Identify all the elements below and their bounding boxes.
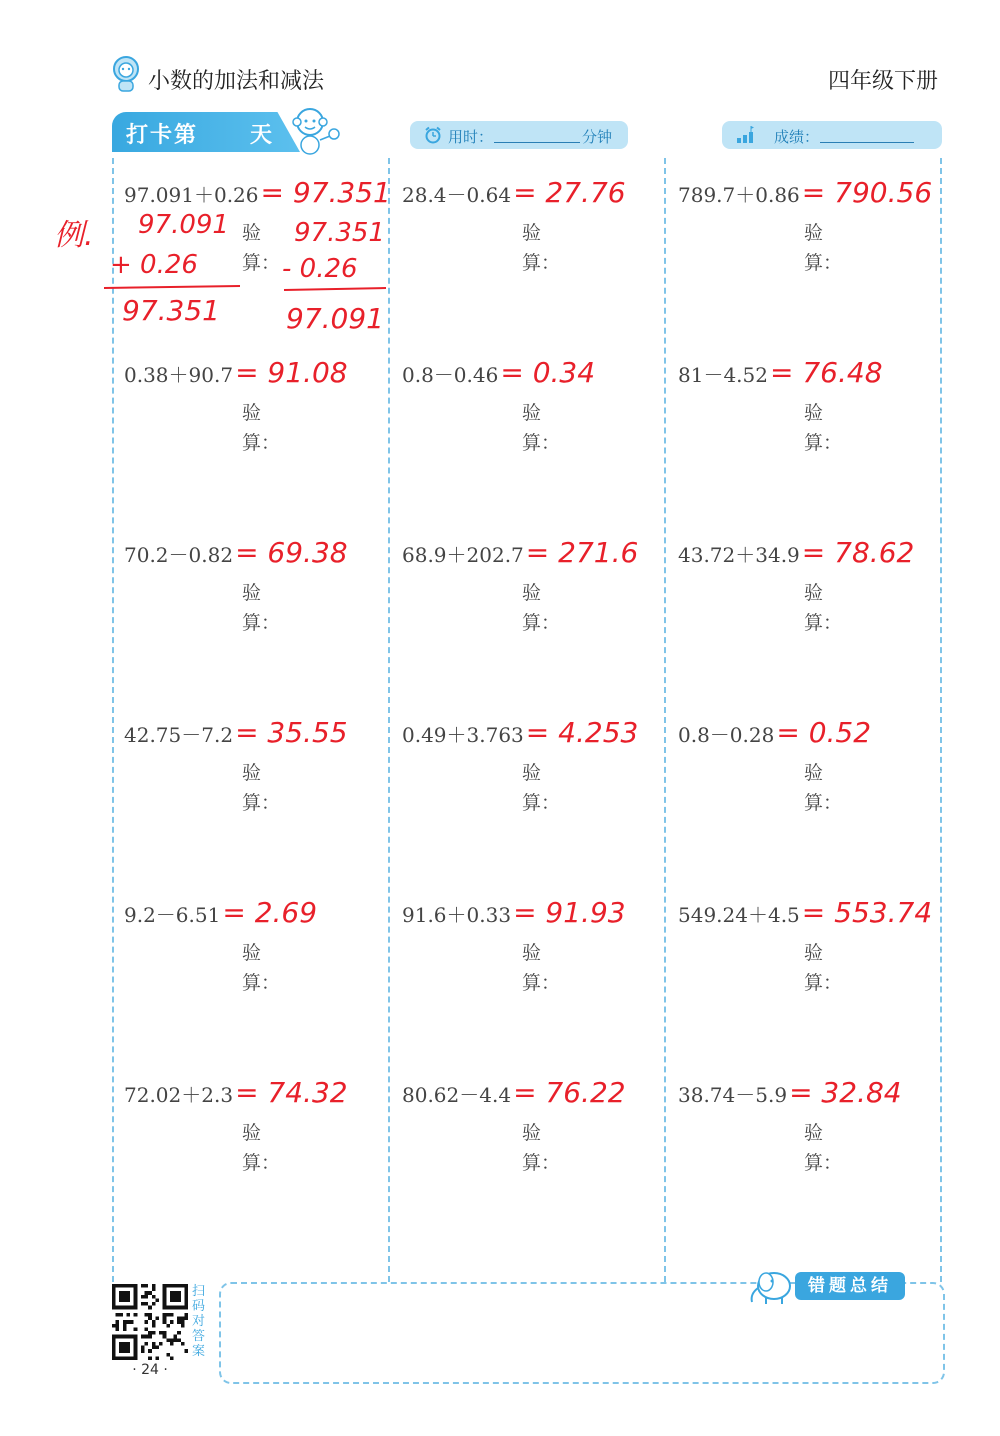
- check-label-bottom: 算：: [242, 252, 281, 274]
- alarm-clock-icon: [424, 126, 442, 144]
- problem-cell: [124, 536, 348, 569]
- problem-expression: 0.49＋3.763: [402, 723, 524, 747]
- check-label-bottom: 算：: [242, 792, 281, 814]
- problem-expression: 42.75－7.2: [124, 723, 234, 747]
- trophy-flag-icon: [736, 126, 754, 144]
- example-add-bottom: + 0.26: [110, 250, 198, 280]
- check-label-top: 验: [242, 582, 262, 604]
- problem-cell: [124, 896, 317, 929]
- mistake-summary-label: 错题总结: [795, 1272, 905, 1300]
- problem-cell: [678, 716, 871, 749]
- handwritten-answer[interactable]: = 32.84: [789, 1076, 902, 1109]
- check-label-bottom: 算：: [242, 972, 281, 994]
- handwritten-answer[interactable]: = 91.08: [235, 356, 348, 389]
- time-label: 用时：: [448, 128, 494, 146]
- check-label-top: 验: [522, 402, 542, 424]
- problem-cell: [124, 356, 348, 389]
- check-label-bottom: 算：: [242, 1152, 281, 1174]
- check-label-top: 验: [804, 942, 824, 964]
- time-unit-label: 分钟: [582, 128, 613, 146]
- check-label-top: 验: [804, 222, 824, 244]
- problem-expression: 38.74－5.9: [678, 1083, 788, 1107]
- score-label: 成绩：: [774, 128, 820, 146]
- handwritten-answer[interactable]: = 4.253: [525, 716, 639, 749]
- handwritten-answer[interactable]: = 76.48: [769, 356, 883, 389]
- problem-cell: [124, 716, 348, 749]
- check-label-top: 验: [522, 222, 542, 244]
- example-add-result: 97.351: [122, 294, 220, 327]
- check-label-bottom: 算：: [522, 972, 561, 994]
- time-used-field: [410, 121, 628, 149]
- check-label-top: 验: [242, 402, 262, 424]
- problem-expression: 0.8－0.46: [402, 363, 499, 387]
- check-label-top: 验: [242, 762, 262, 784]
- check-label-bottom: 算：: [242, 612, 281, 634]
- problem-expression: 43.72＋34.9: [678, 543, 800, 567]
- problem-expression: 81－4.52: [678, 363, 768, 387]
- problem-expression: 70.2－0.82: [124, 543, 234, 567]
- problem-cell: [678, 1076, 902, 1109]
- check-label-bottom: 算：: [804, 1152, 843, 1174]
- example-add-top: 97.091: [138, 210, 229, 240]
- check-label-top: 验: [242, 222, 262, 244]
- grade-label: 四年级下册: [827, 69, 938, 94]
- problem-cell: [678, 896, 932, 929]
- problem-expression: 80.62－4.4: [402, 1083, 512, 1107]
- problem-cell: [402, 716, 638, 749]
- check-label-top: 验: [522, 1122, 542, 1144]
- check-label-bottom: 算：: [522, 612, 561, 634]
- check-label-top: 验: [804, 582, 824, 604]
- problem-cell: [402, 1076, 626, 1109]
- check-label-top: 验: [522, 762, 542, 784]
- column-divider-2: [664, 158, 666, 1282]
- handwritten-answer[interactable]: = 78.62: [801, 536, 915, 569]
- handwritten-answer[interactable]: = 76.22: [513, 1076, 626, 1109]
- checkin-day-label: 天: [250, 123, 273, 148]
- handwritten-answer[interactable]: = 0.34: [500, 356, 596, 389]
- handwritten-answer[interactable]: = 790.56: [801, 176, 933, 209]
- topic-title: 小数的加法和减法: [148, 69, 325, 94]
- problem-cell: [678, 536, 914, 569]
- scan-for-answers-label: 扫码对答案: [192, 1284, 206, 1359]
- problem-expression: 68.9＋202.7: [402, 543, 524, 567]
- problem-cell: [678, 176, 932, 209]
- column-border-right: [940, 158, 942, 1282]
- problem-expression: 91.6＋0.33: [402, 903, 512, 927]
- page-number: · 24 ·: [132, 1362, 168, 1378]
- example-sub-top: 97.351: [294, 218, 385, 248]
- check-label-bottom: 算：: [804, 612, 843, 634]
- check-label-bottom: 算：: [804, 432, 843, 454]
- problem-expression: 9.2－6.51: [124, 903, 221, 927]
- check-label-bottom: 算：: [804, 792, 843, 814]
- check-label-top: 验: [522, 582, 542, 604]
- problem-expression: 0.38＋90.7: [124, 363, 234, 387]
- handwritten-answer[interactable]: = 271.6: [525, 536, 639, 569]
- handwritten-answer[interactable]: = 35.55: [235, 716, 348, 749]
- problem-expression: 97.091＋0.26: [124, 183, 259, 207]
- check-label-top: 验: [804, 1122, 824, 1144]
- example-sub-result: 97.091: [286, 302, 384, 335]
- check-label-top: 验: [242, 942, 262, 964]
- problem-cell: [402, 896, 626, 929]
- handwritten-answer[interactable]: = 97.351: [260, 176, 391, 209]
- check-label-top: 验: [242, 1122, 262, 1144]
- score-blank[interactable]: [820, 142, 914, 143]
- check-label-top: 验: [804, 402, 824, 424]
- problem-cell: [678, 356, 883, 389]
- handwritten-answer[interactable]: = 553.74: [801, 896, 933, 929]
- handwritten-answer[interactable]: = 69.38: [235, 536, 348, 569]
- monkey-mascot-icon: [282, 104, 344, 156]
- example-mark: 例.: [54, 218, 94, 253]
- check-label-bottom: 算：: [242, 432, 281, 454]
- check-label-bottom: 算：: [804, 252, 843, 274]
- problem-cell: [402, 536, 638, 569]
- handwritten-answer[interactable]: = 27.76: [513, 176, 626, 209]
- handwritten-answer[interactable]: = 91.93: [513, 896, 626, 929]
- check-label-bottom: 算：: [522, 1152, 561, 1174]
- elephant-mascot-icon: [744, 1266, 800, 1306]
- score-field: [722, 121, 942, 149]
- problem-cell: [402, 356, 595, 389]
- check-label-bottom: 算：: [522, 252, 561, 274]
- check-label-top: 验: [522, 942, 542, 964]
- problem-expression: 549.24＋4.5: [678, 903, 800, 927]
- qr-code-icon[interactable]: [112, 1284, 188, 1360]
- handwritten-answer[interactable]: = 2.69: [222, 896, 318, 929]
- problem-expression: 72.02＋2.3: [124, 1083, 234, 1107]
- check-label-bottom: 算：: [522, 792, 561, 814]
- problem-expression: 789.7＋0.86: [678, 183, 800, 207]
- lion-mascot-icon: [110, 55, 142, 93]
- check-label-bottom: 算：: [522, 432, 561, 454]
- problem-expression: 28.4－0.64: [402, 183, 512, 207]
- check-label-top: 验: [804, 762, 824, 784]
- check-label-bottom: 算：: [804, 972, 843, 994]
- handwritten-answer[interactable]: = 0.52: [776, 716, 872, 749]
- example-sub-bottom: - 0.26: [282, 254, 358, 284]
- problem-cell: [402, 176, 626, 209]
- problem-cell: [124, 1076, 348, 1109]
- checkin-label: 打卡第: [126, 123, 199, 148]
- problem-expression: 0.8－0.28: [678, 723, 775, 747]
- handwritten-answer[interactable]: = 74.32: [235, 1076, 348, 1109]
- time-blank[interactable]: [494, 142, 580, 143]
